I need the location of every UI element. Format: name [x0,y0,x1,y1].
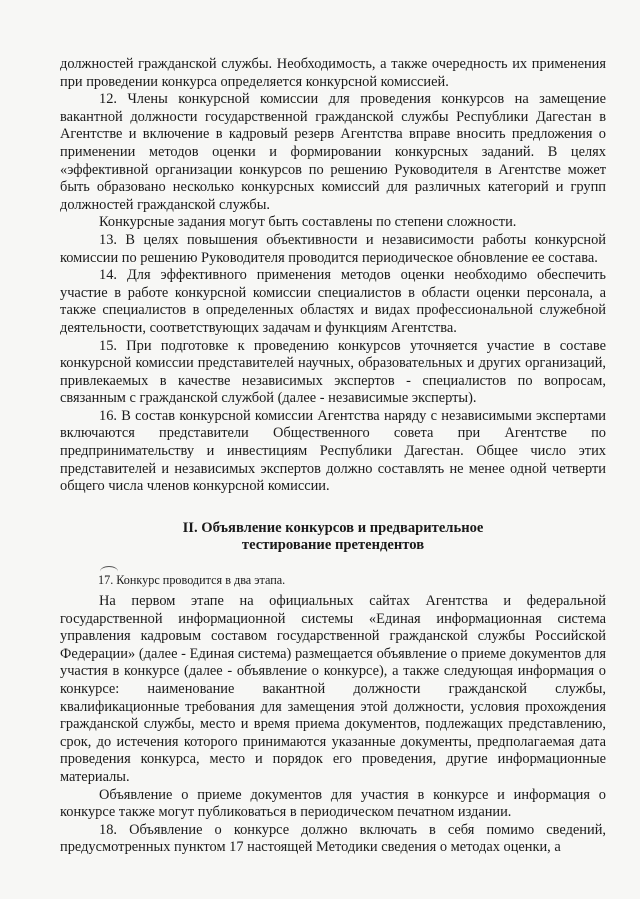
paragraph-16: 16. В состав конкурсной комиссии Агентства наряду с независимыми экспертами включаются представители Общественного совета при Агентстве по предпринимательству и инвестициям Республики Дагестан. Общее число этих представителей и независимых экспертов должно составлять не менее одной четверти общего числа членов конкурсной комиссии. [60,407,606,495]
section-heading-line-2: тестирование претендентов [241,537,425,554]
paragraph-18: 18. Объявление о конкурсе должно включать в себя помимо сведений, предусмотренных пунктом 17 настоящей Методики сведения о методах оценки, а [60,821,606,856]
paragraph-12: 12. Члены конкурсной комиссии для проведения конкурсов на замещение вакантной должности государственной гражданской службы Республики Дагестан в Агентстве и включение в кадровый резерв Агентства вправе вносить предложения о применении методов оценки и формировании конкурсных заданий. В целях «эффективной организации конкурсов по решению Руководителя в Агентстве может быть образовано несколько конкурсных комиссий для различных категорий и групп должностей гражданской службы. [60,91,606,213]
paragraph-13: 13. В целях повышения объективности и независимости работы конкурсной комиссии по решению Руководителя проводится периодическое обновление ее состава. [60,231,606,266]
paragraph-14: 14. Для эффективного применения методов оценки необходимо обеспечить участие в работе конкурсной комиссии специалистов в области оценки персонала, а также специалистов в определенных областях и видах профессиональной служебной деятельности, соответствующих задачам и функциям Агентства. [60,267,606,336]
document-body [60,56,606,857]
section-heading-line-1: II. Объявление конкурсов и предварительное [182,519,484,536]
paragraph-17-publication: Объявление о приеме документов для участия в конкурсе и информация о конкурсе также могут публиковаться в периодическом печатном издании. [60,786,606,821]
paragraph-15: 15. При подготовке к проведению конкурсов уточняется участие в составе конкурсной комиссии представителей научных, образовательных и других организаций, привлекаемых в качестве независимых экспертов - специалистов по вопросам, связанным с гражданской службой (далее - независимые эксперты). [60,337,606,407]
paragraph-17-intro: 17. Конкурс проводится в два этапа. [98,573,286,588]
scan-artifact-mark [100,566,118,577]
paragraph-tasks: Конкурсные задания могут быть составлены по степени сложности. [99,214,517,231]
paragraph-continuation: должностей гражданской службы. Необходимость, а также очередность их применения при проведении конкурса определяется конкурсной комиссией. [60,56,606,90]
paragraph-17-first-stage: На первом этапе на официальных сайтах Агентства и федеральной государственной информационной системы «Единая информационная система управления кадровым составом государственной гражданской службы Российской Федерации» (далее - Единая система) размещается объявление о приеме документов для участия в конкурсе (далее - объявление о конкурсе), а также следующая информация о конкурсе: наименование вакантной должности гражданской службы, квалификационные требования для замещения этой должности, условия прохождения гражданской службы, место и время приема документов, подлежащих представлению, срок, до истечения которого принимаются указанные документы, предполагаемая дата проведения конкурса, место и порядок его проведения, другие информационные материалы. [60,593,606,785]
section-heading [60,520,606,555]
